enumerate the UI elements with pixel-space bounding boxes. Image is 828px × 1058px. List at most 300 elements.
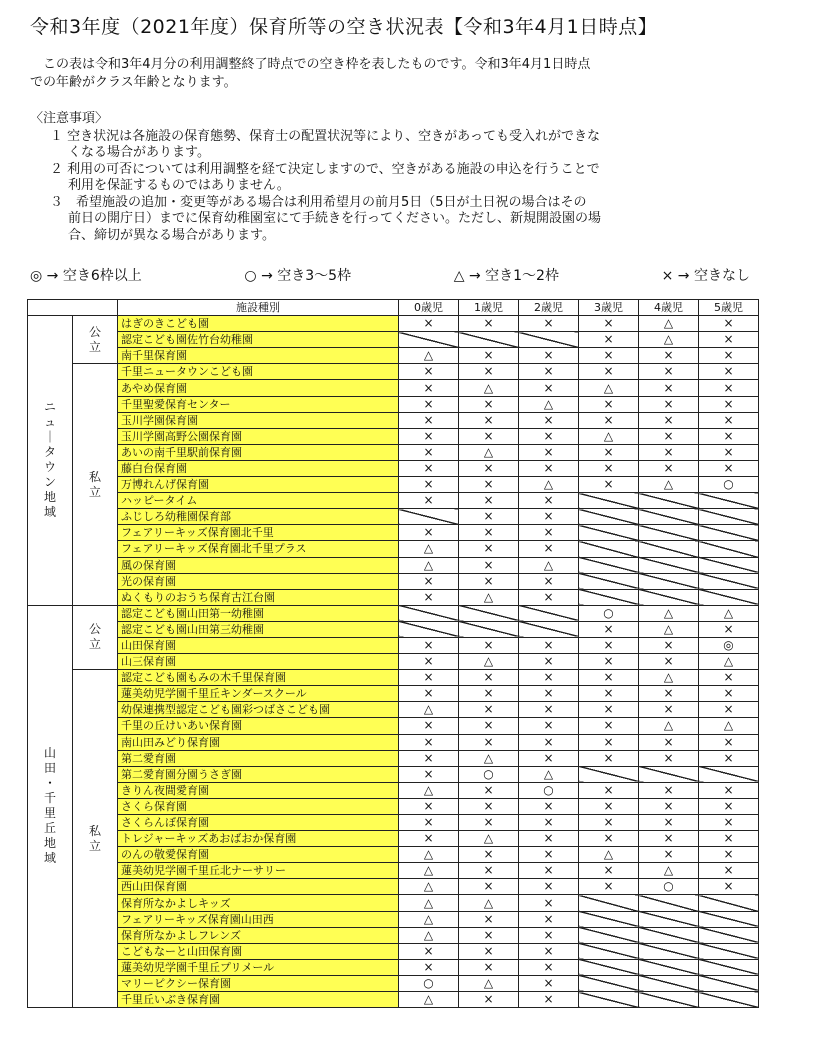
vacancy-cell: × <box>699 412 759 428</box>
vacancy-cell: × <box>639 460 699 476</box>
vacancy-cell: × <box>459 815 519 831</box>
vacancy-cell: × <box>519 879 579 895</box>
not-applicable-cell <box>699 573 759 589</box>
vacancy-cell: × <box>699 815 759 831</box>
vacancy-cell: ○ <box>699 477 759 493</box>
vacancy-cell: △ <box>399 782 459 798</box>
vacancy-cell: × <box>399 750 459 766</box>
vacancy-cell: △ <box>459 975 519 991</box>
column-header: 4歳児 <box>639 300 699 316</box>
not-applicable-cell <box>579 525 639 541</box>
vacancy-cell: × <box>459 557 519 573</box>
vacancy-cell: × <box>699 670 759 686</box>
vacancy-cell: × <box>399 444 459 460</box>
vacancy-cell: × <box>699 863 759 879</box>
facility-name: はぎのきこども園 <box>118 316 399 332</box>
vacancy-cell: × <box>579 444 639 460</box>
vacancy-cell: △ <box>519 477 579 493</box>
not-applicable-cell <box>699 959 759 975</box>
vacancy-cell: × <box>699 621 759 637</box>
vacancy-cell: ◎ <box>699 637 759 653</box>
not-applicable-cell <box>459 621 519 637</box>
facility-name: 山三保育園 <box>118 654 399 670</box>
facility-name: 光の保育園 <box>118 573 399 589</box>
vacancy-cell: × <box>459 718 519 734</box>
table-row <box>28 316 759 332</box>
vacancy-cell: × <box>459 396 519 412</box>
vacancy-cell: × <box>459 927 519 943</box>
not-applicable-cell <box>639 525 699 541</box>
facility-name: のんの敬愛保育園 <box>118 847 399 863</box>
vacancy-cell: × <box>699 734 759 750</box>
vacancy-cell: × <box>639 637 699 653</box>
vacancy-cell: × <box>519 702 579 718</box>
vacancy-cell: × <box>519 348 579 364</box>
vacancy-cell: × <box>579 702 639 718</box>
table-row <box>28 815 759 831</box>
not-applicable-cell <box>699 911 759 927</box>
vacancy-cell: × <box>519 895 579 911</box>
vacancy-cell: × <box>399 589 459 605</box>
vacancy-cell: △ <box>579 380 639 396</box>
vacancy-cell: △ <box>399 557 459 573</box>
table-row <box>28 670 759 686</box>
note-line: くなる場合があります。 <box>68 145 210 160</box>
facility-name: 認定こども園山田第三幼稚園 <box>118 621 399 637</box>
facility-name: 玉川学園保育園 <box>118 412 399 428</box>
vacancy-cell: △ <box>639 332 699 348</box>
table-row <box>28 444 759 460</box>
vacancy-cell: × <box>579 477 639 493</box>
facility-name: 認定こども園もみの木千里保育園 <box>118 670 399 686</box>
vacancy-cell: × <box>519 573 579 589</box>
facility-name: フェアリーキッズ保育園北千里プラス <box>118 541 399 557</box>
vacancy-cell: × <box>639 444 699 460</box>
region-label: 山 田 ・ 千 里 丘 地 域 <box>28 605 73 1007</box>
vacancy-cell: × <box>459 460 519 476</box>
facility-name: トレジャーキッズあおばおか保育園 <box>118 831 399 847</box>
vacancy-cell: × <box>639 750 699 766</box>
vacancy-cell: × <box>519 541 579 557</box>
not-applicable-cell <box>699 975 759 991</box>
vacancy-cell: × <box>699 316 759 332</box>
vacancy-cell: × <box>399 798 459 814</box>
vacancy-cell: × <box>399 364 459 380</box>
not-applicable-cell <box>639 911 699 927</box>
vacancy-cell: × <box>519 847 579 863</box>
vacancy-cell: × <box>399 815 459 831</box>
table-row <box>28 718 759 734</box>
column-header: 施設種別 <box>118 300 399 316</box>
vacancy-cell: × <box>699 847 759 863</box>
ownership-label: 私 立 <box>73 364 118 605</box>
vacancy-cell: × <box>399 766 459 782</box>
facility-name: フェアリーキッズ保育園北千里 <box>118 525 399 541</box>
vacancy-cell: × <box>519 927 579 943</box>
table-row <box>28 605 759 621</box>
vacancy-cell: × <box>699 831 759 847</box>
table-row <box>28 847 759 863</box>
facility-name: 蓮美幼児学園千里丘北ナーサリー <box>118 863 399 879</box>
facility-name: きりん夜間愛育園 <box>118 782 399 798</box>
not-applicable-cell <box>639 927 699 943</box>
facility-name: 万博れんげ保育園 <box>118 477 399 493</box>
not-applicable-cell <box>639 975 699 991</box>
table-row <box>28 782 759 798</box>
vacancy-cell: × <box>519 815 579 831</box>
vacancy-cell: × <box>579 364 639 380</box>
not-applicable-cell <box>639 493 699 509</box>
facility-name: さくらんぼ保育園 <box>118 815 399 831</box>
vacancy-cell: × <box>519 428 579 444</box>
vacancy-cell: × <box>699 380 759 396</box>
vacancy-cell: × <box>399 525 459 541</box>
vacancy-cell: △ <box>639 316 699 332</box>
not-applicable-cell <box>579 895 639 911</box>
facility-name: 蓮美幼児学園千里丘プリメール <box>118 959 399 975</box>
vacancy-cell: × <box>399 428 459 444</box>
facility-name: 保育所なかよしフレンズ <box>118 927 399 943</box>
vacancy-cell: × <box>399 460 459 476</box>
vacancy-cell: × <box>579 879 639 895</box>
vacancy-cell: ○ <box>579 605 639 621</box>
vacancy-cell: △ <box>399 879 459 895</box>
facility-name: 千里の丘けいあい保育園 <box>118 718 399 734</box>
column-header: 1歳児 <box>459 300 519 316</box>
vacancy-cell: × <box>519 750 579 766</box>
note-line: ２ 利用の可否については利用調整を経て決定しますので、空きがある施設の申込を行うことで <box>50 161 600 177</box>
vacancy-cell: × <box>459 863 519 879</box>
not-applicable-cell <box>699 943 759 959</box>
not-applicable-cell <box>399 509 459 525</box>
intro-line: この表は令和3年4月分の利用調整終了時点での空き枠を表したものです。令和3年4月1日時点 <box>43 57 591 72</box>
not-applicable-cell <box>519 605 579 621</box>
vacancy-cell: × <box>519 911 579 927</box>
facility-name: 藤白台保育園 <box>118 460 399 476</box>
not-applicable-cell <box>699 927 759 943</box>
table-row <box>28 557 759 573</box>
not-applicable-cell <box>399 605 459 621</box>
vacancy-cell: × <box>579 316 639 332</box>
table-row <box>28 750 759 766</box>
column-header: 2歳児 <box>519 300 579 316</box>
region-label: ニ ュ ｜ タ ウ ン 地 域 <box>28 316 73 606</box>
vacancy-cell: × <box>459 493 519 509</box>
vacancy-cell: × <box>519 863 579 879</box>
not-applicable-cell <box>399 332 459 348</box>
table-row <box>28 412 759 428</box>
vacancy-cell: × <box>459 348 519 364</box>
vacancy-cell: × <box>519 831 579 847</box>
vacancy-cell: × <box>399 831 459 847</box>
vacancy-cell: × <box>519 412 579 428</box>
vacancy-cell: △ <box>639 718 699 734</box>
facility-name: フェアリーキッズ保育園山田西 <box>118 911 399 927</box>
vacancy-cell: × <box>579 637 639 653</box>
not-applicable-cell <box>579 493 639 509</box>
vacancy-cell: × <box>459 879 519 895</box>
vacancy-cell: × <box>579 782 639 798</box>
not-applicable-cell <box>699 541 759 557</box>
vacancy-cell: × <box>639 428 699 444</box>
not-applicable-cell <box>399 621 459 637</box>
vacancy-cell: × <box>519 493 579 509</box>
not-applicable-cell <box>579 911 639 927</box>
vacancy-cell: △ <box>399 863 459 879</box>
vacancy-cell: △ <box>519 557 579 573</box>
vacancy-cell: × <box>459 573 519 589</box>
not-applicable-cell <box>579 766 639 782</box>
vacancy-cell: × <box>579 621 639 637</box>
vacancy-cell: △ <box>459 654 519 670</box>
facility-name: 認定こども園佐竹台幼稚園 <box>118 332 399 348</box>
table-row <box>28 621 759 637</box>
vacancy-cell: × <box>519 589 579 605</box>
vacancy-cell: △ <box>399 847 459 863</box>
not-applicable-cell <box>699 525 759 541</box>
table-row <box>28 573 759 589</box>
legend-item: × → 空きなし <box>661 268 750 284</box>
vacancy-cell: × <box>699 348 759 364</box>
not-applicable-cell <box>639 895 699 911</box>
vacancy-cell: × <box>639 798 699 814</box>
not-applicable-cell <box>639 943 699 959</box>
vacancy-cell: × <box>519 525 579 541</box>
facility-name: 幼保連携型認定こども園彩つばさこども園 <box>118 702 399 718</box>
vacancy-cell: × <box>579 815 639 831</box>
table-row <box>28 975 759 991</box>
vacancy-cell: × <box>399 477 459 493</box>
column-header: 5歳児 <box>699 300 759 316</box>
intro-text <box>30 56 790 92</box>
vacancy-cell: × <box>579 412 639 428</box>
vacancy-cell: × <box>519 959 579 975</box>
vacancy-cell: × <box>519 734 579 750</box>
vacancy-cell: × <box>519 444 579 460</box>
vacancy-cell: × <box>459 364 519 380</box>
vacancy-cell: ○ <box>639 879 699 895</box>
vacancy-cell: × <box>519 943 579 959</box>
vacancy-cell: × <box>399 959 459 975</box>
vacancy-cell: △ <box>519 766 579 782</box>
table-header-row <box>28 300 759 316</box>
vacancy-cell: △ <box>459 831 519 847</box>
vacancy-cell: × <box>639 847 699 863</box>
table-row <box>28 911 759 927</box>
table-row <box>28 380 759 396</box>
not-applicable-cell <box>579 975 639 991</box>
vacancy-cell: × <box>639 686 699 702</box>
vacancy-cell: × <box>639 815 699 831</box>
vacancy-cell: × <box>699 364 759 380</box>
table-row <box>28 654 759 670</box>
vacancy-cell: × <box>459 637 519 653</box>
vacancy-cell: × <box>579 686 639 702</box>
not-applicable-cell <box>639 992 699 1008</box>
vacancy-cell: × <box>519 798 579 814</box>
vacancy-cell: × <box>459 477 519 493</box>
vacancy-cell: △ <box>519 396 579 412</box>
table-row <box>28 702 759 718</box>
vacancy-cell: × <box>699 396 759 412</box>
facility-name: 保育所なかよしキッズ <box>118 895 399 911</box>
vacancy-cell: ○ <box>459 766 519 782</box>
vacancy-cell: × <box>699 879 759 895</box>
not-applicable-cell <box>519 621 579 637</box>
facility-name: 風の保育園 <box>118 557 399 573</box>
vacancy-cell: △ <box>399 992 459 1008</box>
vacancy-cell: × <box>399 654 459 670</box>
table-row <box>28 332 759 348</box>
not-applicable-cell <box>699 589 759 605</box>
table-row <box>28 943 759 959</box>
table-row <box>28 831 759 847</box>
vacancy-cell: △ <box>399 348 459 364</box>
vacancy-cell: × <box>399 943 459 959</box>
not-applicable-cell <box>699 895 759 911</box>
not-applicable-cell <box>579 959 639 975</box>
vacancy-cell: × <box>579 332 639 348</box>
vacancy-cell: × <box>519 654 579 670</box>
vacancy-cell: × <box>459 959 519 975</box>
vacancy-cell: ○ <box>399 975 459 991</box>
vacancy-table <box>27 299 759 1008</box>
vacancy-cell: × <box>459 316 519 332</box>
not-applicable-cell <box>639 557 699 573</box>
not-applicable-cell <box>639 589 699 605</box>
vacancy-cell: × <box>639 380 699 396</box>
table-row <box>28 589 759 605</box>
table-row <box>28 895 759 911</box>
table-row <box>28 493 759 509</box>
facility-name: 第二愛育園分園うさぎ園 <box>118 766 399 782</box>
vacancy-cell: × <box>399 670 459 686</box>
vacancy-cell: × <box>639 734 699 750</box>
facility-name: マリーピクシー保育園 <box>118 975 399 991</box>
vacancy-cell: × <box>519 975 579 991</box>
vacancy-cell: × <box>459 798 519 814</box>
vacancy-cell: × <box>519 670 579 686</box>
not-applicable-cell <box>699 766 759 782</box>
vacancy-cell: × <box>459 943 519 959</box>
table-row <box>28 992 759 1008</box>
vacancy-cell: × <box>699 750 759 766</box>
vacancy-cell: △ <box>699 654 759 670</box>
vacancy-cell: × <box>639 654 699 670</box>
table-row <box>28 734 759 750</box>
vacancy-cell: × <box>459 525 519 541</box>
not-applicable-cell <box>639 573 699 589</box>
facility-name: 玉川学園高野公園保育園 <box>118 428 399 444</box>
facility-name: 千里ニュータウンこども園 <box>118 364 399 380</box>
facility-name: ハッピータイム <box>118 493 399 509</box>
table-row <box>28 798 759 814</box>
vacancy-cell: × <box>399 493 459 509</box>
not-applicable-cell <box>639 959 699 975</box>
vacancy-cell: × <box>699 782 759 798</box>
not-applicable-cell <box>579 573 639 589</box>
legend-item: ◎ → 空き6枠以上 <box>30 268 142 284</box>
facility-name: 千里丘いぶき保育園 <box>118 992 399 1008</box>
not-applicable-cell <box>579 927 639 943</box>
table-row <box>28 525 759 541</box>
vacancy-cell: △ <box>399 702 459 718</box>
vacancy-cell: × <box>699 798 759 814</box>
vacancy-cell: △ <box>399 895 459 911</box>
header-blank-cell <box>28 300 118 316</box>
vacancy-cell: × <box>459 412 519 428</box>
vacancy-cell: × <box>459 686 519 702</box>
table-row <box>28 959 759 975</box>
vacancy-cell: × <box>459 541 519 557</box>
vacancy-cell: △ <box>399 541 459 557</box>
vacancy-cell: × <box>639 782 699 798</box>
vacancy-cell: × <box>579 863 639 879</box>
vacancy-cell: × <box>699 686 759 702</box>
ownership-label: 公 立 <box>73 316 118 364</box>
vacancy-cell: × <box>519 718 579 734</box>
vacancy-cell: × <box>579 654 639 670</box>
vacancy-cell: × <box>639 348 699 364</box>
facility-name: こどもなーと山田保育園 <box>118 943 399 959</box>
intro-line: での年齢がクラス年齢となります。 <box>30 75 237 90</box>
not-applicable-cell <box>579 509 639 525</box>
vacancy-cell: × <box>399 380 459 396</box>
not-applicable-cell <box>699 509 759 525</box>
facility-name: 西山田保育園 <box>118 879 399 895</box>
legend-item: ○ → 空き3～5枠 <box>244 268 352 284</box>
table-row <box>28 428 759 444</box>
note-line: ３ 希望施設の追加・変更等がある場合は利用希望月の前月5日（5日が土日祝の場合はその <box>50 194 587 210</box>
table-row <box>28 509 759 525</box>
vacancy-cell: × <box>639 364 699 380</box>
vacancy-cell: × <box>399 412 459 428</box>
vacancy-cell: × <box>459 670 519 686</box>
note-line: １ 空き状況は各施設の保育態勢、保育士の配置状況等により、空きがあっても受入れができな <box>50 128 601 144</box>
vacancy-cell: △ <box>639 670 699 686</box>
not-applicable-cell <box>699 992 759 1008</box>
vacancy-cell: × <box>519 509 579 525</box>
table-row <box>28 460 759 476</box>
not-applicable-cell <box>579 992 639 1008</box>
vacancy-cell: × <box>579 831 639 847</box>
facility-name: 認定こども園山田第一幼稚園 <box>118 605 399 621</box>
vacancy-cell: × <box>579 460 639 476</box>
notes-section <box>30 111 790 244</box>
vacancy-cell: × <box>579 750 639 766</box>
vacancy-cell: △ <box>639 863 699 879</box>
vacancy-cell: × <box>639 831 699 847</box>
vacancy-cell: × <box>579 670 639 686</box>
legend-item: △ → 空き1～2枠 <box>453 268 559 284</box>
vacancy-cell: × <box>579 734 639 750</box>
vacancy-cell: × <box>459 782 519 798</box>
vacancy-cell: △ <box>579 847 639 863</box>
vacancy-cell: × <box>459 992 519 1008</box>
facility-name: 第二愛育園 <box>118 750 399 766</box>
vacancy-cell: × <box>639 702 699 718</box>
vacancy-cell: × <box>399 718 459 734</box>
facility-name: 千里聖愛保育センター <box>118 396 399 412</box>
vacancy-cell: × <box>399 396 459 412</box>
vacancy-cell: △ <box>399 927 459 943</box>
vacancy-cell: × <box>399 734 459 750</box>
facility-name: 蓮美幼児学園千里丘キンダースクール <box>118 686 399 702</box>
vacancy-cell: △ <box>459 895 519 911</box>
not-applicable-cell <box>579 557 639 573</box>
not-applicable-cell <box>459 332 519 348</box>
vacancy-cell: × <box>579 718 639 734</box>
